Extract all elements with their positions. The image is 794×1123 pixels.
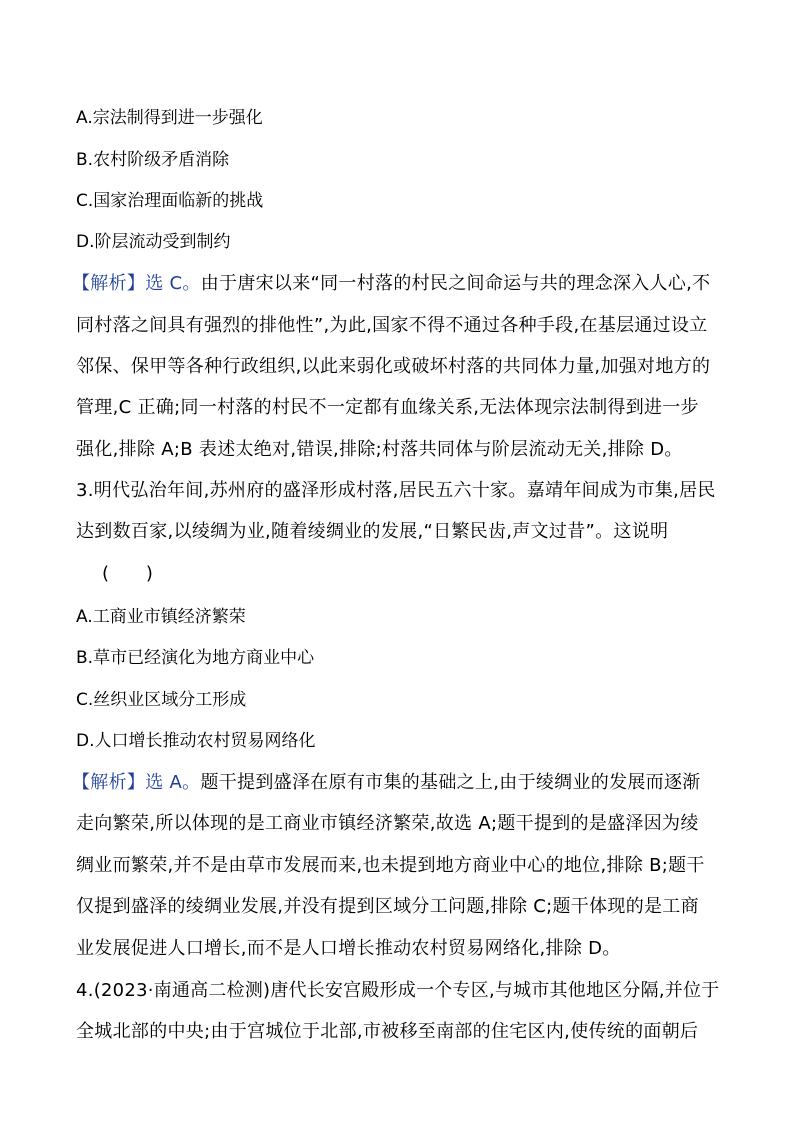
- q3-analysis-line-1: [72, 771, 701, 795]
- analysis-tag: 【解析】: [72, 273, 146, 294]
- q3-analysis-line-3: 绸业而繁荣,并不是由草市发展而来,也未提到地方商业中心的地位,排除 B;题干: [76, 855, 705, 876]
- q2-analysis-line-5: 强化,排除 A;B 表述太绝对,错误,排除;村落共同体与阶层流动无关,排除 D。: [76, 439, 683, 460]
- q3-analysis-line-5: 业发展促进人口增长,而不是人口增长推动农村贸易网络化,排除 D。: [76, 938, 621, 959]
- analysis-tag: 【解析】: [72, 772, 146, 793]
- analysis-answer: 选 C。: [145, 273, 201, 294]
- analysis-text: 题干提到盛泽在原有市集的基础之上,由于绫绸业的发展而逐渐: [200, 772, 701, 793]
- q2-analysis-line-3: 邻保、保甲等各种行政组织,以此来弱化或破坏村落的共同体力量,加强对地方的: [76, 356, 711, 377]
- q2-option-d: D.阶层流动受到制约: [76, 232, 231, 252]
- q4-stem-line-1: 4.(2023·南通高二检测)唐代长安宫殿形成一个专区,与城市其他地区分隔,并位于: [76, 980, 720, 1001]
- q3-option-a: A.工商业市镇经济繁荣: [76, 607, 246, 627]
- q2-analysis-line-4: 管理,C 正确;同一村落的村民不一定都有血缘关系,无法体现宗法制得到进一步: [76, 397, 699, 418]
- q3-answer-blank: ( ): [102, 563, 154, 584]
- q2-option-b: B.农村阶级矛盾消除: [76, 150, 230, 170]
- q3-stem-line-1: 3.明代弘治年间,苏州府的盛泽形成村落,居民五六十家。嘉靖年间成为市集,居民: [76, 480, 716, 501]
- analysis-text: 由于唐宋以来“同一村落的村民之间命运与共的理念深入人心,不: [200, 273, 711, 294]
- q3-option-d: D.人口增长推动农村贸易网络化: [76, 731, 316, 751]
- q4-stem-line-2: 全城北部的中央;由于宫城位于北部,市被移至南部的住宅区内,使传统的面朝后: [76, 1021, 699, 1042]
- q2-option-a: A.宗法制得到进一步强化: [76, 108, 263, 128]
- analysis-answer: 选 A。: [145, 772, 201, 793]
- q2-analysis-line-2: 同村落之间具有强烈的排他性”,为此,国家不得不通过各种手段,在基层通过设立: [76, 315, 708, 336]
- q2-option-c: C.国家治理面临新的挑战: [76, 191, 264, 211]
- q3-option-c: C.丝织业区域分工形成: [76, 690, 247, 710]
- q3-option-b: B.草市已经演化为地方商业中心: [76, 648, 315, 668]
- q3-analysis-line-4: 仅提到盛泽的绫绸业发展,并没有提到区域分工问题,排除 C;题干体现的是工商: [76, 896, 699, 917]
- q2-analysis-line-1: [72, 272, 710, 296]
- q3-stem-line-2: 达到数百家,以绫绸为业,随着绫绸业的发展,“日繁民齿,声文过昔”。这说明: [76, 521, 669, 542]
- q3-analysis-line-2: 走向繁荣,所以体现的是工商业市镇经济繁荣,故选 A;题干提到的是盛泽因为绫: [76, 813, 699, 834]
